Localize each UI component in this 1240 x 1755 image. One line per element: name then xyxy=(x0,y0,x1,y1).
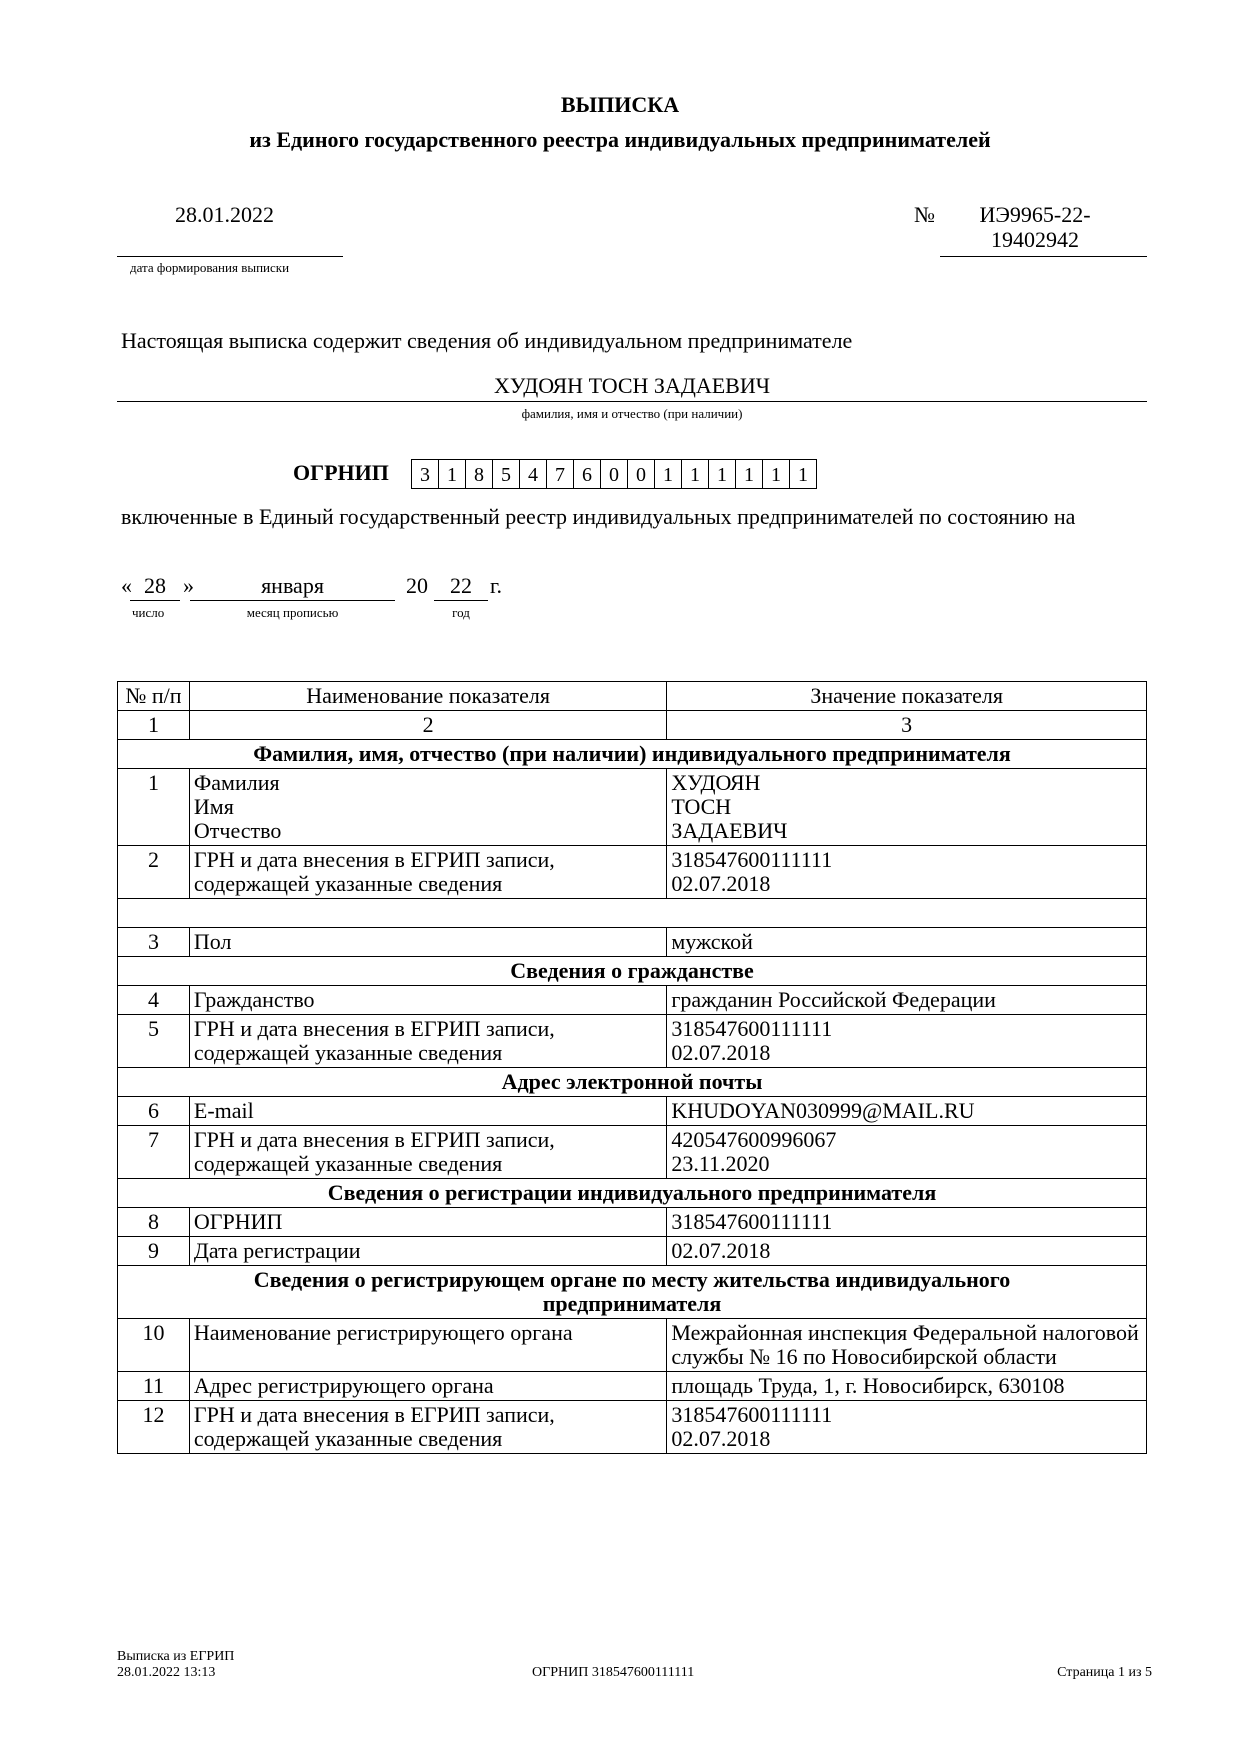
row-value xyxy=(667,1015,1147,1068)
section-title: Адрес электронной почты xyxy=(118,1068,1147,1097)
row-name: Дата регистрации xyxy=(189,1237,666,1266)
date-underline xyxy=(117,256,343,257)
state-century: 20 xyxy=(406,573,428,598)
row-value: мужской xyxy=(667,928,1147,957)
header-cell: Значение показателя xyxy=(667,682,1147,711)
fio-caption: фамилия, имя и отчество (при наличии) xyxy=(521,406,743,421)
ogrnip-digit: 1 xyxy=(789,459,817,489)
ogrnip-digit: 5 xyxy=(492,459,520,489)
row-name-line: содержащей указанные сведения xyxy=(193,871,503,896)
row-name-line: ГРН и дата внесения в ЕГРИП записи, xyxy=(193,1127,555,1152)
section-row xyxy=(118,957,1147,986)
section-row xyxy=(118,1179,1147,1208)
open-quote: « xyxy=(121,573,132,598)
table-row xyxy=(118,1319,1147,1372)
row-number: 12 xyxy=(118,1401,190,1454)
day-underline xyxy=(130,600,180,601)
ogrnip-digit: 1 xyxy=(681,459,709,489)
ogrnip-digit: 7 xyxy=(546,459,574,489)
row-value: площадь Труда, 1, г. Новосибирск, 630108 xyxy=(667,1372,1147,1401)
extract-number-line1: ИЭ9965-22- xyxy=(979,202,1091,227)
row-name xyxy=(189,846,666,899)
table-row xyxy=(118,986,1147,1015)
ogrnip-digit: 3 xyxy=(411,459,439,489)
row-value xyxy=(667,846,1147,899)
row-name-line: ГРН и дата внесения в ЕГРИП записи, xyxy=(193,847,555,872)
row-value-line: 420547600996067 xyxy=(671,1127,837,1152)
table-row xyxy=(118,1208,1147,1237)
section-row xyxy=(118,1266,1147,1319)
month-underline xyxy=(190,600,395,601)
row-number: 1 xyxy=(118,769,190,846)
row-name-line: содержащей указанные сведения xyxy=(193,1426,503,1451)
included-text: включенные в Единый государственный реестр индивидуальных предпринимателей по состоянию на xyxy=(121,504,1076,529)
empty-cell xyxy=(118,899,1147,928)
footer-timestamp: 28.01.2022 13:13 xyxy=(117,1665,216,1680)
number-underline xyxy=(940,256,1147,257)
footer-doc-name: Выписка из ЕГРИП xyxy=(117,1649,235,1664)
number-sign: № xyxy=(914,202,935,227)
ogrnip-digit: 1 xyxy=(654,459,682,489)
column-number: 2 xyxy=(189,711,666,740)
ogrnip-digit: 1 xyxy=(735,459,763,489)
header-cell: Наименование показателя xyxy=(189,682,666,711)
extract-number xyxy=(950,202,1120,252)
column-number: 3 xyxy=(667,711,1147,740)
row-number: 5 xyxy=(118,1015,190,1068)
intro-text: Настоящая выписка содержит сведения об индивидуальном предпринимателе xyxy=(121,328,853,353)
state-month: января xyxy=(261,573,324,598)
row-value-line: 318547600111111 xyxy=(671,847,833,872)
row-value: KHUDOYAN030999@MAIL.RU xyxy=(667,1097,1147,1126)
month-caption: месяц прописью xyxy=(246,605,339,620)
ogrnip-digit: 0 xyxy=(627,459,655,489)
row-value: Межрайонная инспекция Федеральной налоговой службы № 16 по Новосибирской области xyxy=(667,1319,1147,1372)
table-row xyxy=(118,1237,1147,1266)
row-name: Наименование регистрирующего органа xyxy=(189,1319,666,1372)
row-value-line: 02.07.2018 xyxy=(671,1426,771,1451)
section-title: Сведения о регистрации индивидуального предпринимателя xyxy=(118,1179,1147,1208)
ogrnip-digit: 1 xyxy=(762,459,790,489)
table-row xyxy=(118,846,1147,899)
ogrnip-digits xyxy=(412,459,817,489)
header-cell: № п/п xyxy=(118,682,190,711)
row-name-line: ГРН и дата внесения в ЕГРИП записи, xyxy=(193,1016,555,1041)
state-day: 28 xyxy=(144,573,166,598)
row-number: 10 xyxy=(118,1319,190,1372)
table-header-row xyxy=(118,682,1147,711)
table-row xyxy=(118,769,1147,846)
row-value-line: ТОСН xyxy=(671,794,732,819)
column-number-row xyxy=(118,711,1147,740)
section-title: Фамилия, имя, отчество (при наличии) индивидуального предпринимателя xyxy=(118,740,1147,769)
row-value-line: 318547600111111 xyxy=(671,1402,833,1427)
ogrnip-digit: 1 xyxy=(438,459,466,489)
section-title: Сведения о регистрирующем органе по месту жительства индивидуального предпринимателя xyxy=(118,1266,1147,1319)
row-value: 02.07.2018 xyxy=(667,1237,1147,1266)
formation-date: 28.01.2022 xyxy=(175,202,274,227)
row-name-line: Отчество xyxy=(193,818,282,843)
ogrnip-digit: 6 xyxy=(573,459,601,489)
row-name: E-mail xyxy=(189,1097,666,1126)
row-name-line: Имя xyxy=(193,794,234,819)
row-name: ОГРНИП xyxy=(189,1208,666,1237)
ogrnip-digit: 4 xyxy=(519,459,547,489)
table-row xyxy=(118,1097,1147,1126)
registry-table xyxy=(117,681,1147,1454)
table-row xyxy=(118,1372,1147,1401)
section-title: Сведения о гражданстве xyxy=(118,957,1147,986)
row-value-line: 02.07.2018 xyxy=(671,1040,771,1065)
footer-page-number: Страница 1 из 5 xyxy=(1057,1665,1152,1680)
document-title: ВЫПИСКА xyxy=(560,92,680,117)
row-number: 8 xyxy=(118,1208,190,1237)
row-value xyxy=(667,769,1147,846)
row-name xyxy=(189,1401,666,1454)
row-name-line: ГРН и дата внесения в ЕГРИП записи, xyxy=(193,1402,555,1427)
year-caption: год xyxy=(452,605,470,620)
year-suffix: г. xyxy=(490,573,503,598)
row-name-line: содержащей указанные сведения xyxy=(193,1040,503,1065)
row-name: Пол xyxy=(189,928,666,957)
table-row xyxy=(118,1015,1147,1068)
table-row xyxy=(118,928,1147,957)
row-value xyxy=(667,1126,1147,1179)
row-number: 7 xyxy=(118,1126,190,1179)
ogrnip-label: ОГРНИП xyxy=(293,460,389,485)
row-number: 11 xyxy=(118,1372,190,1401)
row-value-line: 02.07.2018 xyxy=(671,871,771,896)
row-value-line: 23.11.2020 xyxy=(671,1151,770,1176)
column-number: 1 xyxy=(118,711,190,740)
section-row xyxy=(118,740,1147,769)
ogrnip-digit: 8 xyxy=(465,459,493,489)
document-subtitle: из Единого государственного реестра индивидуальных предпринимателей xyxy=(249,127,991,152)
row-number: 6 xyxy=(118,1097,190,1126)
row-value-line: ХУДОЯН xyxy=(671,770,761,795)
row-name xyxy=(189,1126,666,1179)
row-name: Адрес регистрирующего органа xyxy=(189,1372,666,1401)
state-year: 22 xyxy=(450,573,472,598)
entrepreneur-name: ХУДОЯН ТОСН ЗАДАЕВИЧ xyxy=(493,373,771,398)
row-name xyxy=(189,1015,666,1068)
row-value xyxy=(667,1401,1147,1454)
year-underline xyxy=(434,600,488,601)
row-name-line: Фамилия xyxy=(193,770,280,795)
close-quote: » xyxy=(183,573,194,598)
row-name xyxy=(189,769,666,846)
row-value: гражданин Российской Федерации xyxy=(667,986,1147,1015)
day-caption: число xyxy=(132,605,165,620)
ogrnip-digit: 1 xyxy=(708,459,736,489)
footer-ogrnip: ОГРНИП 318547600111111 xyxy=(532,1665,695,1680)
ogrnip-digit: 0 xyxy=(600,459,628,489)
row-name-line: содержащей указанные сведения xyxy=(193,1151,503,1176)
row-number: 3 xyxy=(118,928,190,957)
row-name: Гражданство xyxy=(189,986,666,1015)
extract-number-line2: 19402942 xyxy=(991,227,1079,252)
date-caption: дата формирования выписки xyxy=(130,260,290,275)
table-row xyxy=(118,1401,1147,1454)
row-number: 9 xyxy=(118,1237,190,1266)
row-value-line: ЗАДАЕВИЧ xyxy=(671,818,788,843)
row-value: 318547600111111 xyxy=(667,1208,1147,1237)
row-value-line: 318547600111111 xyxy=(671,1016,833,1041)
empty-row xyxy=(118,899,1147,928)
row-number: 2 xyxy=(118,846,190,899)
fio-underline xyxy=(117,401,1147,402)
section-row xyxy=(118,1068,1147,1097)
row-number: 4 xyxy=(118,986,190,1015)
table-row xyxy=(118,1126,1147,1179)
